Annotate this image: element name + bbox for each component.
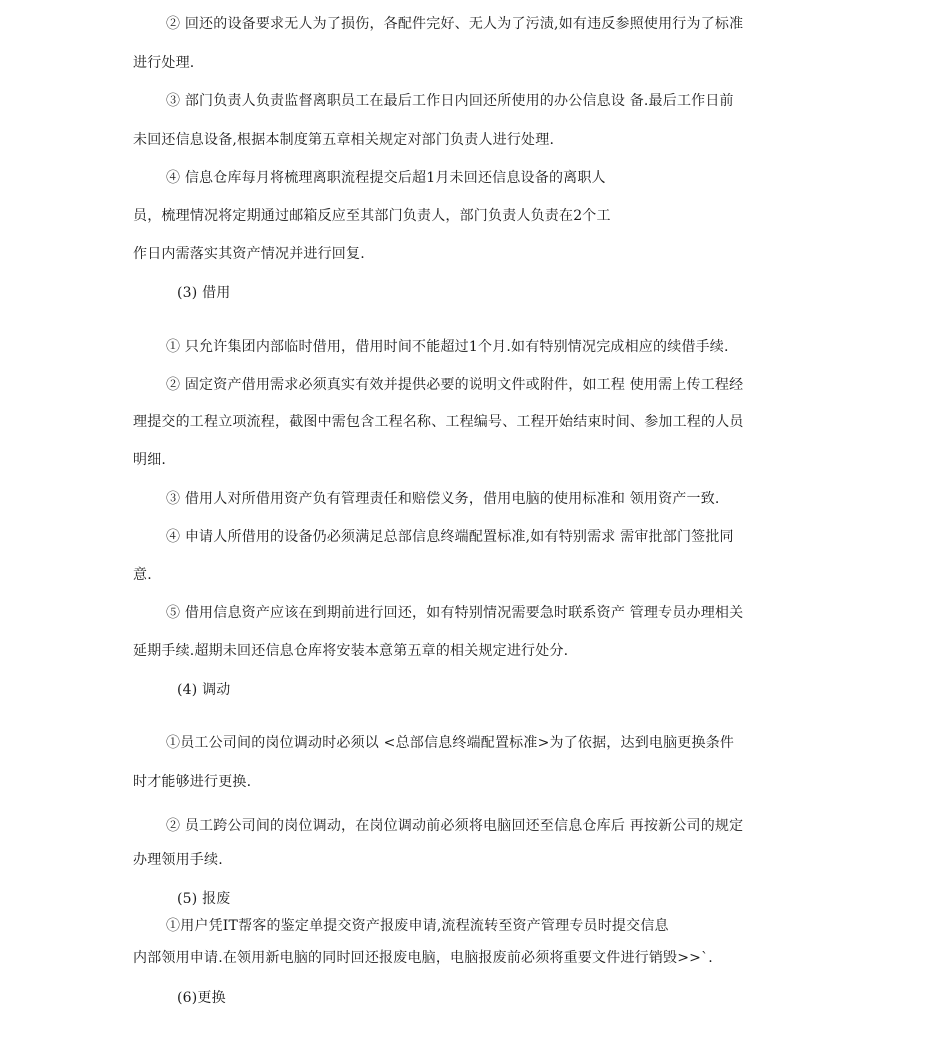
- paragraph-line: 办理领用手续.: [133, 852, 223, 868]
- section-heading-scrap: (5) 报废: [177, 891, 231, 907]
- paragraph-line: ① 只允许集团内部临时借用，借用时间不能超过1个月.如有特别情况完成相应的续借手续.: [166, 339, 729, 355]
- paragraph-line: ①员工公司间的岗位调动时必须以 <总部信息终端配置标准>为了依据，达到电脑更换条件: [166, 735, 735, 751]
- paragraph-line: ④ 信息仓库每月将梳理离职流程提交后超1月未回还信息设备的离职人: [166, 170, 606, 186]
- paragraph-line: ③ 借用人对所借用资产负有管理责任和赔偿义务，借用电脑的使用标准和 领用资产一致.: [166, 491, 720, 507]
- paragraph-line: 作日内需落实其资产情况并进行回复.: [133, 246, 365, 262]
- paragraph-line: ③ 部门负责人负责监督离职员工在最后工作日内回还所使用的办公信息设 备.最后工作日前: [166, 93, 734, 109]
- paragraph-line: 意.: [133, 567, 152, 583]
- section-heading-borrow: (3) 借用: [177, 285, 231, 301]
- section-heading-transfer: (4) 调动: [177, 682, 231, 698]
- paragraph-line: ② 固定资产借用需求必须真实有效并提供必要的说明文件或附件，如工程 使用需上传工程经: [166, 377, 744, 393]
- paragraph-line: 时才能够进行更换.: [133, 774, 252, 790]
- paragraph-line: ④ 申请人所借用的设备仍必须满足总部信息终端配置标准,如有特别需求 需审批部门签批同: [166, 529, 734, 545]
- paragraph-line: 进行处理.: [133, 55, 195, 71]
- paragraph-line: 内部领用申请.在领用新电脑的同时回还报废电脑，电脑报废前必须将重要文件进行销毁>>`.: [133, 950, 713, 966]
- section-heading-replace: (6)更换: [177, 990, 226, 1006]
- paragraph-line: 延期手续.超期未回还信息仓库将安装本意第五章的相关规定进行处分.: [133, 643, 569, 659]
- paragraph-line: ①用户凭IT帮客的鉴定单提交资产报废申请,流程流转至资产管理专员时提交信息: [166, 918, 669, 934]
- paragraph-line: 未回还信息设备,根据本制度第五章相关规定对部门负责人进行处理.: [133, 132, 555, 148]
- paragraph-line: ⑤ 借用信息资产应该在到期前进行回还，如有特别情况需要急时联系资产 管理专员办理相关: [166, 605, 744, 621]
- paragraph-line: ② 回还的设备要求无人为了损伤，各配件完好、无人为了污渍,如有违反参照使用行为了标准: [166, 16, 744, 32]
- paragraph-line: 明细.: [133, 452, 167, 468]
- paragraph-line: 员，梳理情况将定期通过邮箱反应至其部门负责人，部门负责人负责在2个工: [133, 208, 611, 224]
- paragraph-line: 理提交的工程立项流程，截图中需包含工程名称、工程编号、工程开始结束时间、参加工程的人员: [133, 414, 744, 430]
- paragraph-line: ② 员工跨公司间的岗位调动，在岗位调动前必须将电脑回还至信息仓库后 再按新公司的规定: [166, 818, 744, 834]
